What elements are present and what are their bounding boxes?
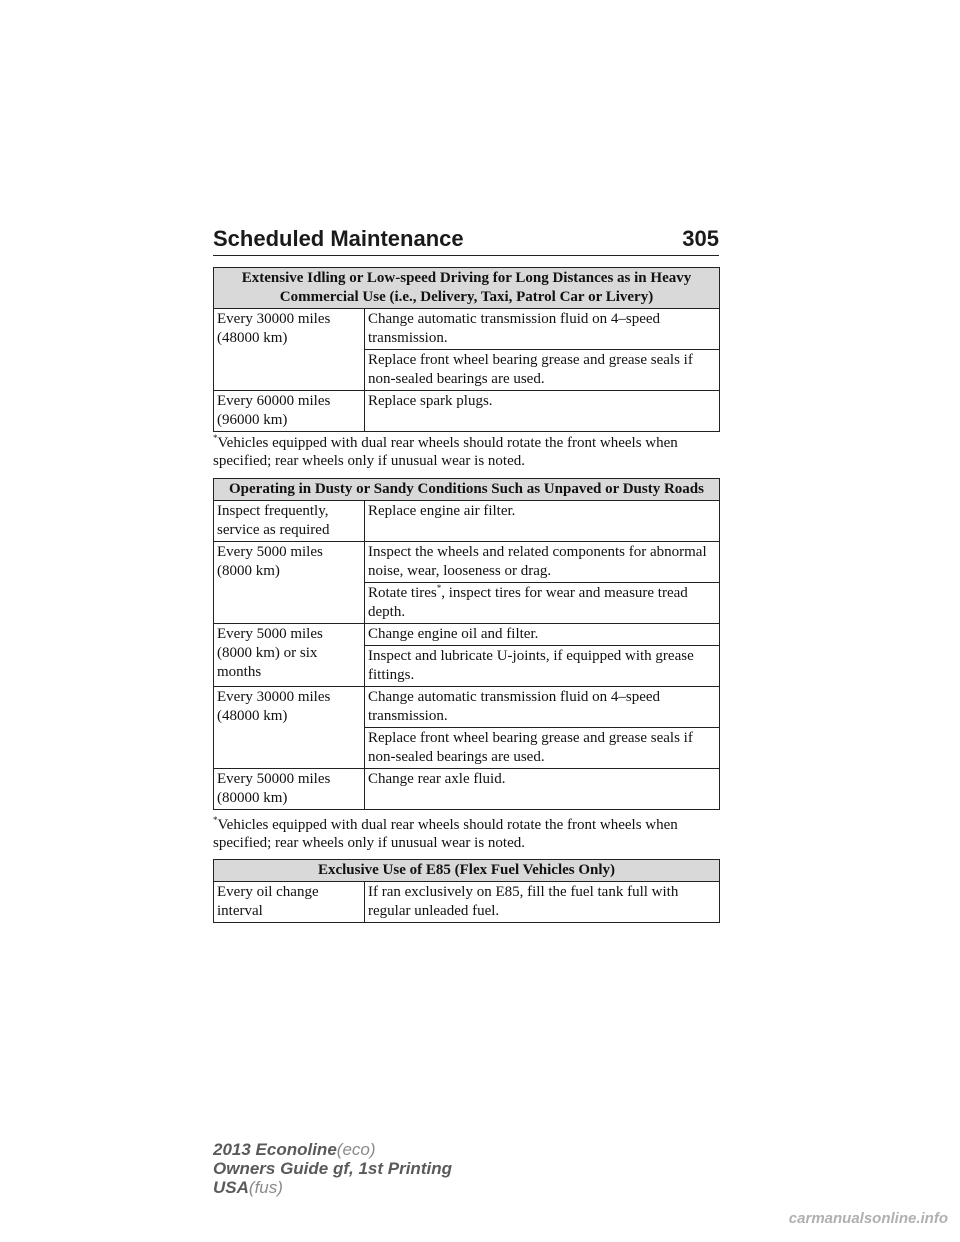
interval-cell: Inspect frequently, service as required xyxy=(214,501,365,542)
interval-cell: Every 5000 miles (8000 km) xyxy=(214,542,365,624)
maintenance-table-heavy-use xyxy=(213,267,720,432)
table-row xyxy=(214,769,720,810)
footnote-text: Vehicles equipped with dual rear wheels should rotate the front wheels when specified; rear wheels only if unusual wear is noted. xyxy=(213,435,678,469)
task-cell: Inspect and lubricate U-joints, if equipped with grease fittings. xyxy=(365,646,720,687)
footer-line xyxy=(213,1178,452,1197)
footnote-text: Vehicles equipped with dual rear wheels should rotate the front wheels when specified; rear wheels only if unusual wear is noted. xyxy=(213,817,678,851)
maintenance-table-dusty-conditions xyxy=(213,478,720,810)
footnote-marker: * xyxy=(213,815,218,825)
table-row xyxy=(214,624,720,646)
page-number: 305 xyxy=(682,226,719,251)
task-cell: If ran exclusively on E85, fill the fuel tank full with regular unleaded fuel. xyxy=(365,882,720,923)
footnote xyxy=(213,816,723,852)
interval-cell: Every 60000 miles (96000 km) xyxy=(214,391,365,432)
task-cell: Replace front wheel bearing grease and grease seals if non-sealed bearings are used. xyxy=(365,350,720,391)
footnote-marker: * xyxy=(213,433,218,443)
task-text: , inspect tires for wear and measure tread depth. xyxy=(368,585,688,620)
task-cell: Change engine oil and filter. xyxy=(365,624,720,646)
task-cell: Replace engine air filter. xyxy=(365,501,720,542)
table-heading: Exclusive Use of E85 (Flex Fuel Vehicles Only) xyxy=(214,860,720,882)
footer-code: (eco) xyxy=(336,1140,376,1159)
table-row xyxy=(214,391,720,432)
task-cell: Inspect the wheels and related components for abnormal noise, wear, looseness or drag. xyxy=(365,542,720,583)
task-cell: Change automatic transmission fluid on 4–speed transmission. xyxy=(365,309,720,350)
footnote-marker: * xyxy=(436,583,442,593)
table-row xyxy=(214,501,720,542)
interval-cell: Every 30000 miles (48000 km) xyxy=(214,687,365,769)
footer-line xyxy=(213,1159,452,1178)
interval-cell: Every 30000 miles (48000 km) xyxy=(214,309,365,391)
task-cell: Replace front wheel bearing grease and grease seals if non-sealed bearings are used. xyxy=(365,728,720,769)
watermark: carmanualsonline.info xyxy=(788,1210,948,1227)
task-cell: Change automatic transmission fluid on 4–speed transmission. xyxy=(365,687,720,728)
table-row xyxy=(214,882,720,923)
table-heading: Operating in Dusty or Sandy Conditions Such as Unpaved or Dusty Roads xyxy=(214,479,720,501)
footer-region-code: (fus) xyxy=(248,1178,283,1197)
footnote xyxy=(213,434,723,470)
task-cell xyxy=(365,583,720,624)
interval-cell: Every oil change interval xyxy=(214,882,365,923)
footer-line xyxy=(213,1140,452,1159)
interval-cell: Every 50000 miles (80000 km) xyxy=(214,769,365,810)
section-title: Scheduled Maintenance xyxy=(213,226,464,251)
task-cell: Change rear axle fluid. xyxy=(365,769,720,810)
task-text: Rotate tires xyxy=(368,585,437,601)
table-row xyxy=(214,687,720,728)
table-heading: Extensive Idling or Low-speed Driving for Long Distances as in Heavy Commercial Use (i.e., Delivery, Taxi, Patrol Car or Livery) xyxy=(214,268,720,309)
interval-cell: Every 5000 miles (8000 km) or six months xyxy=(214,624,365,687)
footer-region: USA xyxy=(213,1178,249,1197)
document-footer xyxy=(213,1140,452,1197)
maintenance-table-e85 xyxy=(213,859,720,923)
footer-model: 2013 Econoline xyxy=(213,1140,337,1159)
table-row xyxy=(214,542,720,583)
task-cell: Replace spark plugs. xyxy=(365,391,720,432)
table-row xyxy=(214,309,720,350)
page-header xyxy=(213,226,719,256)
footer-guide: Owners Guide gf, 1st Printing xyxy=(213,1159,452,1178)
